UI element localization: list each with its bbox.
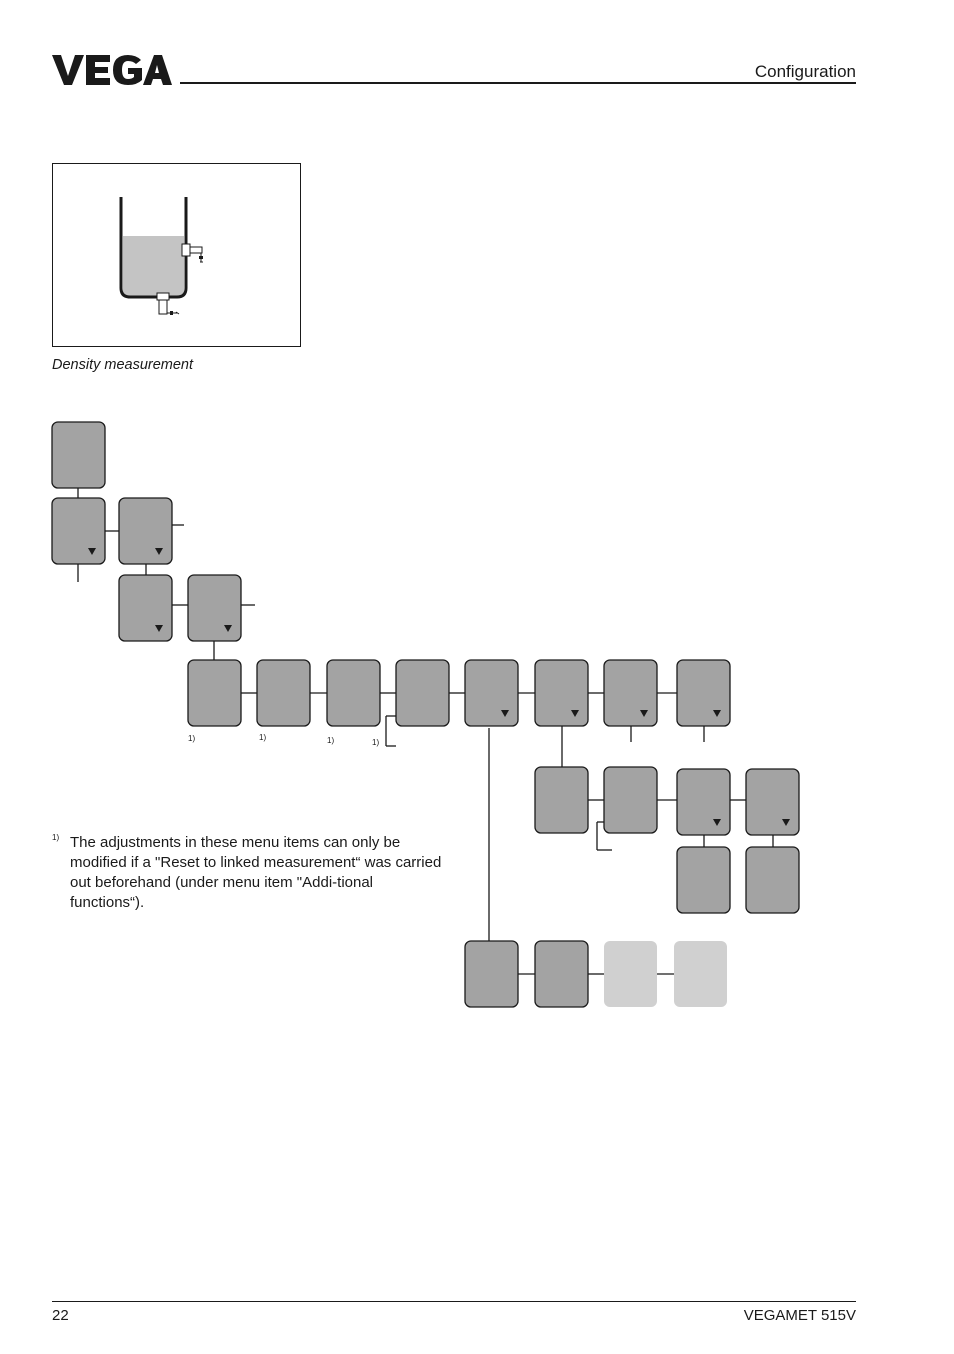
menu-box	[188, 575, 241, 641]
menu-box	[746, 847, 799, 913]
vega-logo	[52, 52, 172, 88]
menu-box	[604, 660, 657, 726]
footnote-marker-label: 1)	[259, 733, 267, 742]
menu-box	[119, 575, 172, 641]
footnote-marker: 1)	[52, 833, 60, 842]
page-number: 22	[52, 1307, 69, 1324]
menu-box	[535, 941, 588, 1007]
menu-box	[327, 660, 380, 726]
figure-caption: Density measurement	[52, 357, 194, 373]
menu-box	[604, 941, 657, 1007]
menu-box	[52, 422, 105, 488]
menu-box	[188, 660, 241, 726]
menu-box	[465, 941, 518, 1007]
footer-rule	[52, 1301, 856, 1302]
menu-box	[677, 769, 730, 835]
footnote-marker-label: 1)	[327, 736, 335, 745]
menu-box	[465, 660, 518, 726]
menu-box	[746, 769, 799, 835]
footnote-marker-label: 1)	[372, 738, 380, 747]
figure-frame	[52, 163, 301, 347]
menu-box	[119, 498, 172, 564]
menu-box	[677, 660, 730, 726]
menu-box	[535, 660, 588, 726]
menu-box	[396, 660, 449, 726]
menu-box	[604, 767, 657, 833]
header-rule	[180, 82, 856, 84]
vessel-illustration	[53, 164, 300, 346]
menu-box	[535, 767, 588, 833]
menu-box	[52, 498, 105, 564]
section-title: Configuration	[754, 62, 856, 81]
menu-box	[677, 847, 730, 913]
footnote-marker-label: 1)	[188, 734, 196, 743]
menu-box	[674, 941, 727, 1007]
footnote-text: The adjustments in these menu items can only be modified if a "Reset to linked measurement“ was carried out beforehand (under menu item "Addi-tional functions“).	[70, 834, 442, 911]
menu-box	[257, 660, 310, 726]
product-name: VEGAMET 515V	[743, 1307, 856, 1324]
